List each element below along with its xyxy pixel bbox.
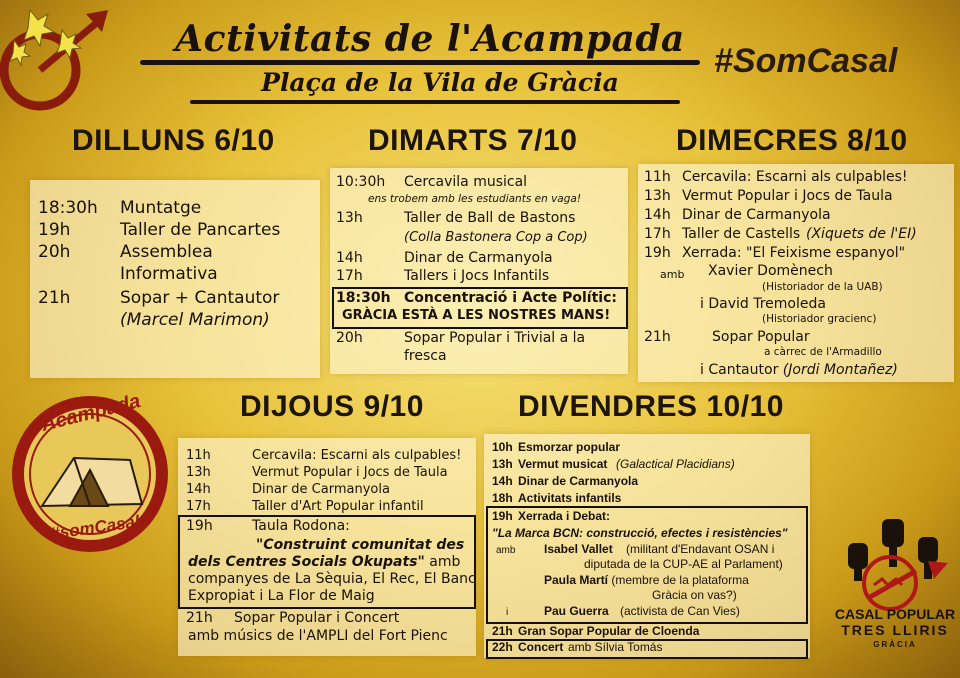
event-row <box>38 198 202 218</box>
event-text: Assemblea <box>120 242 213 262</box>
speaker-prefix: amb <box>496 545 516 556</box>
event-time: 14h <box>644 207 671 223</box>
event-time: 11h <box>644 169 671 185</box>
event-text: Taller d'Art Popular infantil <box>252 499 424 514</box>
speaker-name: Paula Martí <box>544 573 609 587</box>
acampada-circle-bottom-text: #somCasal <box>49 511 141 544</box>
casal-name-line1: CASAL POPULAR <box>834 606 956 622</box>
event-text: Sopar Popular i Trivial a la <box>404 330 586 346</box>
event-row <box>38 242 213 262</box>
heading-dimarts: DIMARTS 7/10 <box>368 124 578 157</box>
event-text: Cercavila: Escarni als culpables! <box>682 169 908 185</box>
event-row <box>186 482 390 497</box>
page-subtitle: Plaça de la Vila de Gràcia <box>261 68 619 97</box>
event-note: "Construint comunitat des <box>256 537 465 553</box>
event-text: Concert <box>518 640 564 654</box>
event-row <box>644 226 917 242</box>
event-time: 20h <box>336 330 363 346</box>
event-text: Dinar de Carmanyola <box>518 474 639 488</box>
speaker-note: Gràcia on vas?) <box>652 588 737 602</box>
event-text: Vermut Popular i Jocs de Taula <box>682 188 893 204</box>
event-text: Xerrada: "El Feixisme espanyol" <box>682 245 906 261</box>
event-time: 10:30h <box>336 174 386 190</box>
event-text: Sopar Popular <box>712 329 810 345</box>
event-time: 14h <box>336 250 363 266</box>
event-text: Dinar de Carmanyola <box>252 482 390 497</box>
speaker-prefix: i <box>506 607 509 618</box>
event-note: dels Centres Socials Okupats" <box>188 554 425 570</box>
event-text: Taller de Ball de Bastons <box>404 210 576 226</box>
event-row <box>336 250 553 266</box>
event-text: Activitats infantils <box>518 491 622 505</box>
event-time: 17h <box>186 499 211 514</box>
speaker-name: i David Tremoleda <box>700 296 826 312</box>
event-row <box>492 474 639 488</box>
panel-dimecres <box>638 164 954 382</box>
casal-name-line2: TRES LLIRIS <box>841 622 949 638</box>
event-time: 19h <box>492 509 513 523</box>
event-time: 19h <box>644 245 671 261</box>
subtitle-underline <box>190 100 680 104</box>
event-row <box>644 207 831 223</box>
heading-dilluns: DILLUNS 6/10 <box>72 124 275 157</box>
event-slogan: GRÀCIA ESTÀ A LES NOSTRES MANS! <box>342 308 611 323</box>
title-underline <box>140 60 700 65</box>
event-time: 21h <box>644 329 671 345</box>
speaker-row <box>660 263 833 282</box>
event-note: amb Sílvia Tomás <box>568 640 663 654</box>
event-time: 18:30h <box>38 198 98 218</box>
event-text: Dinar de Carmanyola <box>682 207 831 223</box>
event-row <box>336 174 528 190</box>
event-time: 20h <box>38 242 71 262</box>
event-text: Esmorzar popular <box>518 440 621 454</box>
event-time: 13h <box>644 188 671 204</box>
speaker-note: (Historiador de la UAB) <box>762 281 883 293</box>
event-row <box>186 448 462 463</box>
event-time: 14h <box>492 474 513 488</box>
event-time: 17h <box>336 268 363 284</box>
heading-divendres: DIVENDRES 10/10 <box>518 390 784 423</box>
heading-dimecres: DIMECRES 8/10 <box>676 124 908 157</box>
event-row <box>336 330 586 346</box>
event-row <box>186 465 448 480</box>
speaker-name: Isabel Vallet <box>544 542 613 556</box>
tres-lliris-fists-logo-icon <box>830 505 958 675</box>
event-text: Cercavila: Escarni als culpables! <box>252 448 462 463</box>
event-text: Taller de Pancartes <box>120 220 281 240</box>
event-time: 21h <box>492 624 513 638</box>
event-text: Vermut musicat <box>518 457 608 471</box>
event-text: Muntatge <box>120 198 202 218</box>
event-time: 13h <box>336 210 363 226</box>
event-text: Taula Rodona: <box>252 518 350 534</box>
event-text-cont: Informativa <box>120 264 218 284</box>
event-time: 13h <box>492 457 513 471</box>
event-row <box>492 624 700 638</box>
event-note: a càrrec de l'Armadillo <box>764 346 882 358</box>
speaker-name: Xavier Domènech <box>708 263 833 279</box>
heading-dijous: DIJOUS 9/10 <box>240 390 424 423</box>
event-time: 21h <box>38 288 71 308</box>
event-row <box>38 220 281 240</box>
event-text-cont: companyes de La Sèquia, El Rec, El Banc <box>188 571 476 587</box>
casal-name-line3: GRÀCIA <box>873 640 917 649</box>
event-time: 11h <box>186 448 211 463</box>
speaker-name: Pau Guerra <box>544 604 609 618</box>
speaker-note: (activista de Can Vies) <box>620 604 740 618</box>
event-text-cont: fresca <box>404 348 447 364</box>
event-text: Sopar Popular i Concert <box>234 610 400 626</box>
event-text: Taller de Castells <box>682 226 801 242</box>
event-text: Sopar + Cantautor <box>120 288 280 308</box>
event-row <box>644 245 906 261</box>
event-row <box>38 288 280 308</box>
event-row <box>492 457 735 471</box>
event-row <box>186 610 400 626</box>
speaker-row <box>506 604 740 618</box>
event-note: "La Marca BCN: construcció, efectes i resistències" <box>492 526 788 540</box>
event-time: 13h <box>186 465 211 480</box>
page-title: Activitats de l'Acampada <box>175 18 685 60</box>
event-time: 21h <box>186 610 213 626</box>
event-text-cont: Expropiat i La Flor de Maig <box>188 588 375 604</box>
event-row <box>644 188 893 204</box>
speaker-row <box>496 542 775 556</box>
event-row <box>186 518 350 534</box>
event-text: Gran Sopar Popular de Cloenda <box>518 624 700 638</box>
event-time: 10h <box>492 440 513 454</box>
event-note: ens trobem amb les estudiants en vaga! <box>368 193 582 205</box>
event-row <box>492 440 621 454</box>
event-row <box>336 290 617 306</box>
panel-divendres <box>484 434 810 658</box>
event-time: 19h <box>38 220 71 240</box>
event-text: Tallers i Jocs Infantils <box>404 268 550 284</box>
event-text: i Cantautor <box>700 362 779 378</box>
speaker-note: (membre de la plataforma <box>611 573 749 587</box>
event-time: 18h <box>492 491 513 505</box>
event-row <box>492 491 622 505</box>
event-text: Dinar de Carmanyola <box>404 250 553 266</box>
event-row <box>336 210 576 226</box>
event-text: Xerrada i Debat: <box>518 509 611 523</box>
event-time: 17h <box>644 226 671 242</box>
event-row <box>644 329 810 345</box>
event-note-row <box>188 554 460 570</box>
event-row <box>336 268 550 284</box>
speaker-row <box>544 573 749 587</box>
speaker-note: (Historiador gracienc) <box>762 313 877 325</box>
event-note: (Marcel Marimon) <box>120 310 270 330</box>
event-row <box>700 362 898 378</box>
panel-dilluns <box>30 180 320 378</box>
event-text: Vermut Popular i Jocs de Taula <box>252 465 448 480</box>
acampada-circle-top-text: Acampada <box>39 390 143 436</box>
event-row <box>492 640 663 654</box>
event-text-cont: amb músics de l'AMPLI del Fort Pienc <box>188 628 448 644</box>
speaker-note: (militant d'Endavant OSAN i <box>626 542 775 556</box>
event-time: 18:30h <box>336 290 391 306</box>
event-time: 14h <box>186 482 211 497</box>
event-text: Cercavila musical <box>404 174 528 190</box>
panel-dijous <box>178 438 476 656</box>
speaker-note: diputada de la CUP-AE al Parlament) <box>584 557 783 571</box>
event-note: (Jordi Montañez) <box>782 362 898 378</box>
hashtag-label: #SomCasal <box>714 42 898 80</box>
event-note: (Galactical Placidians) <box>616 457 735 471</box>
event-row <box>492 509 611 523</box>
event-text: Concentració i Acte Polític: <box>404 290 617 306</box>
event-time: 19h <box>186 518 213 534</box>
speaker-prefix: amb <box>660 268 685 281</box>
event-note: (Colla Bastonera Cop a Cop) <box>404 230 588 245</box>
event-time: 22h <box>492 640 513 654</box>
casal-emblem-icon <box>0 0 120 120</box>
event-row <box>186 499 424 514</box>
event-text: amb <box>429 554 461 570</box>
event-note: (Xiquets de l'EI) <box>806 226 917 242</box>
event-row <box>644 169 908 185</box>
panel-dimarts <box>330 168 628 374</box>
